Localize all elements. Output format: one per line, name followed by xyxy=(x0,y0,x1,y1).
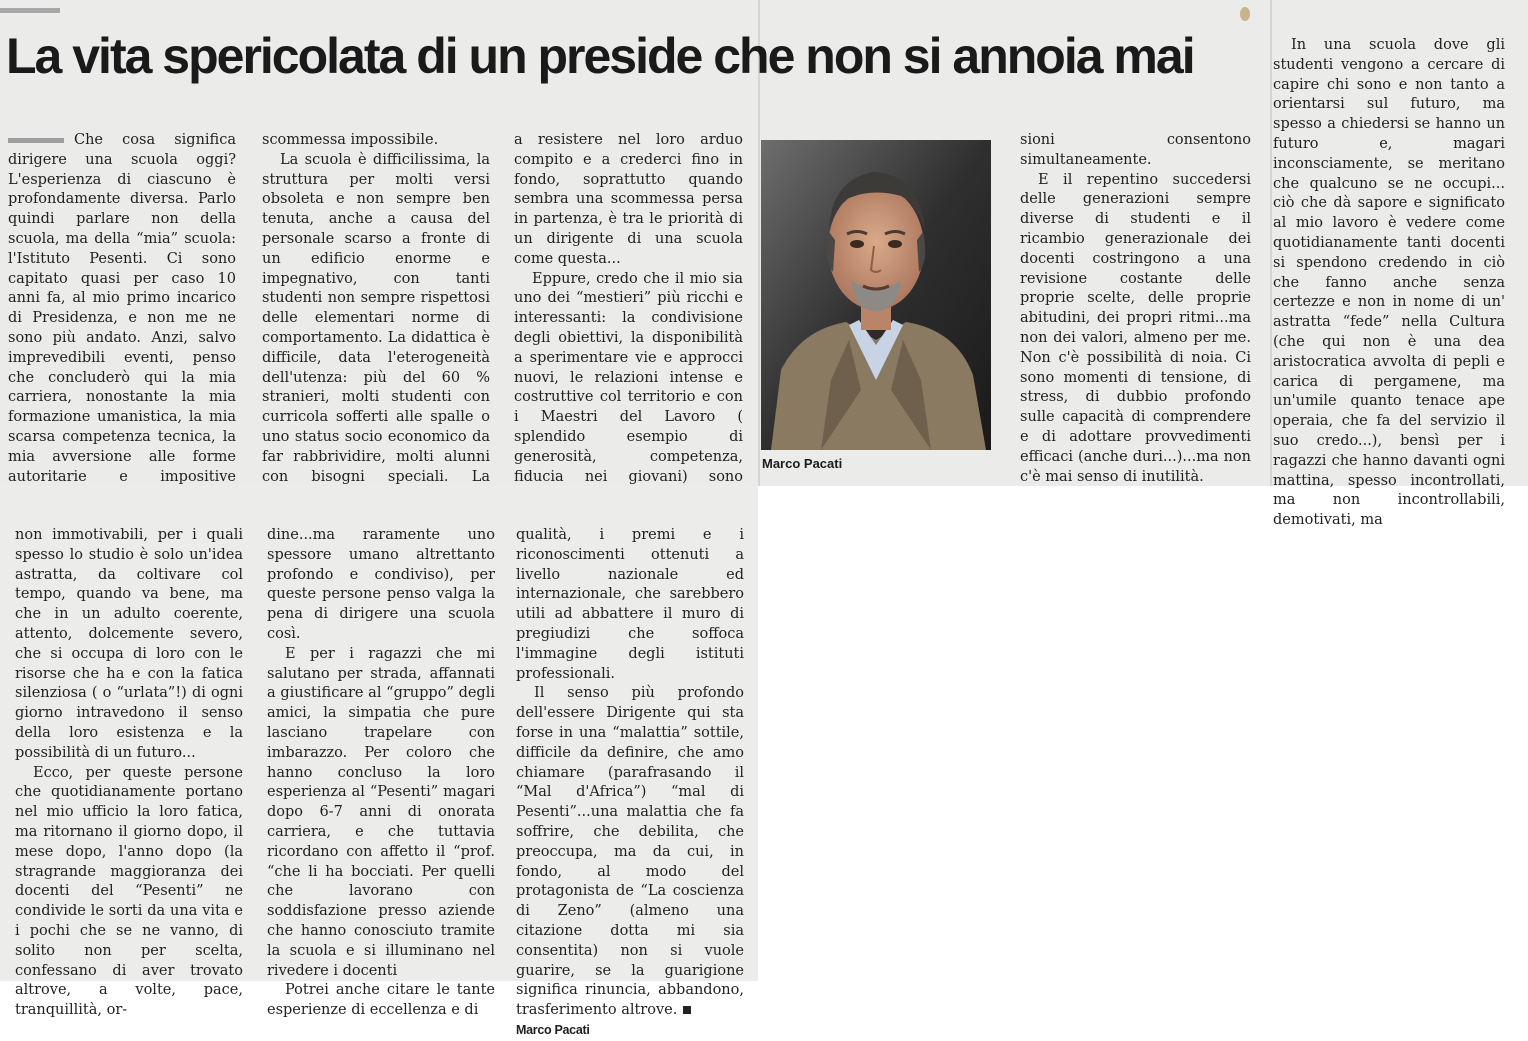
paragraph: a resistere nel loro arduo compito e a crederci fino in fondo, soprattutto quando sembra una scommessa persa in partenza, è tra le priorità di un dirigente di una scuola come questa... xyxy=(514,132,743,267)
column-7 xyxy=(267,526,495,1021)
paragraph: qualità, i premi e i riconoscimenti ottenuti a livello nazionale ed internazionale, che sarebbero utili ad abbattere il muro di pregiudizi che soffoca l'immagine degli istituti professionali. xyxy=(516,527,744,682)
column-8 xyxy=(516,526,744,1041)
paragraph: La scuola è difficilissima, la struttura per molti versi obsoleta e non sempre ben tenuta, anche a causa del personale scarso a fronte di un edificio enorme e impegnativo, con tanti studenti non sempre rispettosi delle elementari norme di comportamento. La didattica è difficile, data l'eterogeneità dell'utenza: più del 60 % stranieri, molti studenti con curricola sofferti alle spalle o uno status socio economico da far rabbrividire, molti alunni con bisogni speciali. La xyxy=(262,151,490,485)
paragraph: Che cosa significa dirigere una scuola oggi? L'esperienza di ciascuno è profondamente diversa. Parlo quindi parlare non della scuola, ma della “mia” scuola: l'Istituto Pesenti. Ci sono capitato quasi per caso 10 anni fa, al mio primo incarico di Presidenza, e non me ne sono più andato. Anzi, salvo imprevedibili eventi, penso che concluderò qui la mia carriera, nonostante la mia formazione umanistica, la mia scarsa competenza tecnica, la mia avversione alle forme autoritarie e impositive xyxy=(8,132,236,485)
paper-mark xyxy=(1240,7,1250,21)
column-5 xyxy=(1273,36,1505,531)
paragraph: dine...ma raramente uno spessore umano altrettanto profondo e condiviso), per queste persone penso valga la pena di dirigere una scuola così. xyxy=(267,527,495,642)
lead-bar xyxy=(8,138,64,143)
column-6 xyxy=(15,526,243,1021)
column-3 xyxy=(514,131,743,507)
paragraph: sioni consentono simultaneamente. xyxy=(1020,132,1251,168)
column-2 xyxy=(262,131,490,507)
author-signature: Marco Pacati xyxy=(516,1022,590,1037)
column-1 xyxy=(8,131,236,507)
section-rule xyxy=(0,8,60,13)
article-headline: La vita spericolata di un preside che non si annoia mai xyxy=(6,28,1194,84)
paragraph: scommessa impossibile. xyxy=(262,132,439,148)
paragraph: Il senso più profondo dell'essere Dirigente qui sta forse in una “malattia” sottile, difficile da definire, che amo chiamare (parafrasando il “Mal d'Africa”) “mal di Pesenti”...una malattia che fa soffrire, che debilita, che preoccupa, ma da cui, in fondo, al modo del protagonista de “La coscienza di Zeno” (almeno una citazione dotta mi sia consentita) non si vuole guarire, se la guarigione significa rinuncia, abbandono, trasferimento altrove. xyxy=(516,685,744,1019)
column-4 xyxy=(1020,131,1251,487)
paragraph: In una scuola dove gli studenti vengono a cercare di capire chi sono e non tanto a orientarsi sul futuro, ma spesso a chiedersi se hanno un futuro e, magari inconsciamente, se meritano che qualcuno se ne occupi... ciò che dà sapore e significato al mio lavoro è vedere come quotidianamente tanti docenti si spendono credendo in ciò che fanno anche senza certezze e non in nome di un' astratta “fede” nella Cultura (che qui non è una dea aristocratica avvolta di pepli e carica di pergamene, ma un'umile quanto tenace ape operaia, che fa del servizio il suo credo...), bensì per i ragazzi che hanno davanti ogni mattina, spesso incontrollati, ma non incontrollabili, demotivati, ma xyxy=(1273,37,1505,529)
paragraph: E il repentino succedersi delle generazioni sempre diverse di studenti e il ricambio generazionale dei docenti costringono a una revisione costante delle proprie scelte, delle proprie abitudini, dei propri ritmi...ma non dei valori, almeno per me. Non c'è possibilità di noia. Ci sono momenti di tensione, di stress, di dubbio profondo sulle capacità di comprendere e di adottare provvedimenti efficaci (anche duri...)...ma non c'è mai senso di inutilità. xyxy=(1020,171,1251,485)
paragraph: Potrei anche citare le tante esperienze di eccellenza e di xyxy=(267,982,495,1019)
end-mark xyxy=(683,1006,691,1014)
paragraph: non immotivabili, per i quali spesso lo studio è solo un'idea astratta, da coltivare col tempo, quando va bene, ma che in un adulto coerente, attento, dolcemente severo, che si occupa di loro con le risorse che ha e con la fatica silenziosa ( o “urlata”!) di ogni giorno intravedono il senso della loro esistenza e la possibilità di un futuro... xyxy=(15,527,243,761)
article-clipping-bottom xyxy=(0,486,758,1037)
paragraph: Eppure, credo che il mio sia uno dei “mestieri” più ricchi e interessanti: la condivisione degli obiettivi, la disponibilità a sperimentare vie e approcci nuovi, le relazioni intense e costruttive col territorio e con i Maestri del Lavoro ( splendido esempio di generosità, competenza, fiducia nei giovani) sono xyxy=(514,270,743,485)
paragraph: Ecco, per queste persone che quotidianamente portano nel mio ufficio la loro fatica, ma ritornano il giorno dopo, il mese dopo, l'anno dopo (la stragrande maggioranza dei docenti del “Pesenti” ne condivide le sorti da una vita e i pochi che se ne vanno, di solito non per scelta, confessano di aver trovato altrove, a volte, pace, tranquillità, or- xyxy=(15,764,243,1019)
photo-caption: Marco Pacati xyxy=(762,456,843,471)
author-photo xyxy=(761,140,991,450)
fold-line xyxy=(1270,0,1272,486)
paragraph: E per i ragazzi che mi salutano per strada, affannati a giustificare al “gruppo” degli amici, la simpatia che pure lasciano trapelare con imbarazzo. Per coloro che hanno concluso la loro esperienza al “Pesenti” magari dopo 6-7 anni di onorata carriera, e che tuttavia ricordano con affetto il “prof. “che li ha bocciati. Per quelli che lavorano con soddisfazione presso aziende che hanno conosciuto tramite la scuola e si illuminano nel rivedere i docenti xyxy=(267,645,495,979)
